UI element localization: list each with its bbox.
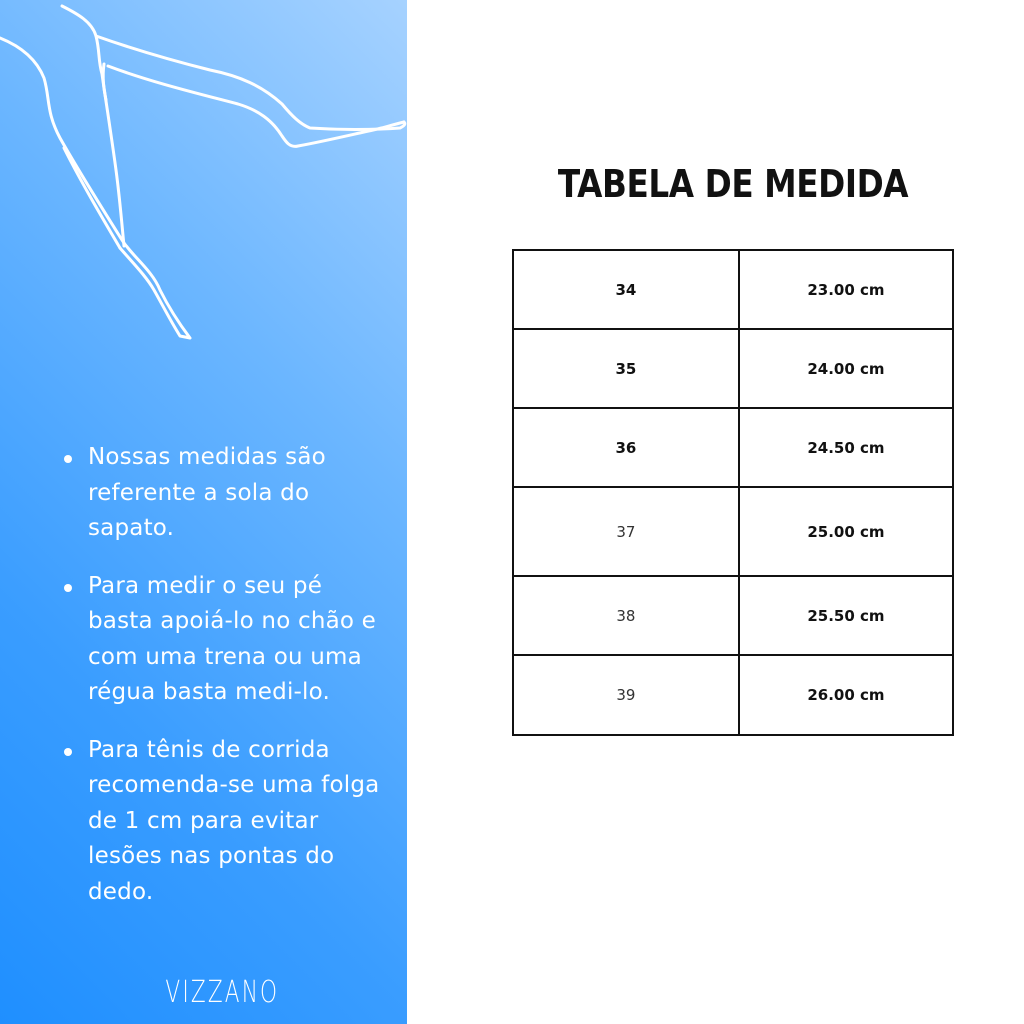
brand-logo: VIZZANO: [165, 975, 280, 1010]
legs-outline-illustration-icon: [0, 0, 407, 360]
table-row: [513, 655, 953, 735]
table-row: [513, 487, 953, 576]
info-panel: [0, 0, 407, 1024]
size-cell: 39: [513, 655, 739, 735]
tip-text: Nossas medidas são referente a sola do sapato.: [88, 444, 326, 541]
page-title: TABELA DE MEDIDA: [557, 162, 909, 206]
size-table: [512, 249, 954, 736]
tip-text: Para tênis de corrida recomenda-se uma folga de 1 cm para evitar lesões nas pontas do dedo.: [88, 736, 380, 905]
length-cell: 23.00 cm: [739, 250, 953, 329]
tip-item-sole: [60, 440, 380, 547]
size-cell: 38: [513, 576, 739, 655]
length-cell: 25.50 cm: [739, 576, 953, 655]
table-row: [513, 250, 953, 329]
bullet-dot-icon: [64, 584, 72, 592]
tip-text: Para medir o seu pé basta apoiá-lo no chão e com uma trena ou uma régua basta medi-lo.: [88, 572, 377, 705]
measurement-tips-list: [60, 440, 380, 932]
table-row: [513, 576, 953, 655]
size-cell: 37: [513, 487, 739, 576]
tip-item-how-to-measure: [60, 569, 380, 711]
bullet-dot-icon: [64, 455, 72, 463]
length-cell: 25.00 cm: [739, 487, 953, 576]
bullet-dot-icon: [64, 748, 72, 756]
length-cell: 24.50 cm: [739, 408, 953, 487]
length-cell: 26.00 cm: [739, 655, 953, 735]
length-cell: 24.00 cm: [739, 329, 953, 408]
size-cell: 35: [513, 329, 739, 408]
size-cell: 34: [513, 250, 739, 329]
table-row: [513, 408, 953, 487]
tip-item-running-shoes: [60, 733, 380, 911]
size-cell: 36: [513, 408, 739, 487]
table-row: [513, 329, 953, 408]
